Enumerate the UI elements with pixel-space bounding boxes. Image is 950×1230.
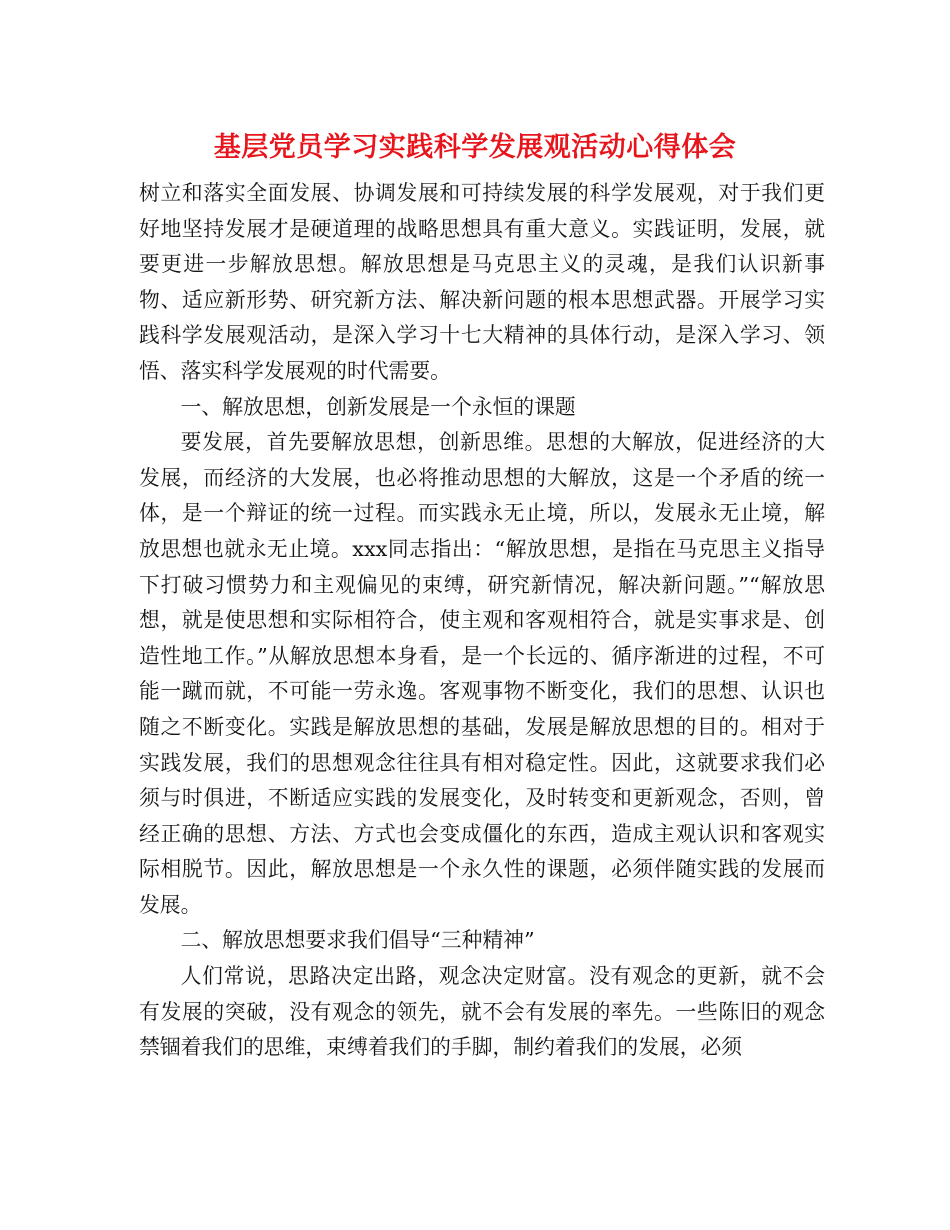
section-heading-2: 二、解放思想要求我们倡导“三种精神” (180, 928, 535, 953)
paragraph-intro: 树立和落实全面发展、协调发展和可持续发展的科学发展观，对于我们更好地坚持发展才是硬道理的战略思想具有重大意义。实践证明，发展，就要更进一步解放思想。解放思想是马克思主义的灵魂，是我们认识新事物、适应新形势、研究新方法、解决新问题的根本思想武器。开展学习实践科学发展观活动，是深入学习十七大精神的具体行动，是深入学习、领悟、落实科学发展观的时代需要。 (139, 181, 825, 383)
paragraph-section-2: 人们常说，思路决定出路，观念决定财富。没有观念的更新，就不会有发展的突破，没有观念的领先，就不会有发展的率先。一些陈旧的观念禁锢着我们的思维，束缚着我们的手脚，制约着我们的发展，必须 (139, 964, 825, 1060)
document-title: 基层党员学习实践科学发展观活动心得体会 (213, 132, 737, 163)
section-heading-1: 一、解放思想，创新发展是一个永恒的课题 (180, 394, 576, 419)
document-body (139, 176, 825, 1066)
paragraph-section-1: 要发展，首先要解放思想，创新思维。思想的大解放，促进经济的大发展，而经济的大发展，也必将推动思想的大解放，这是一个矛盾的统一体，是一个辩证的统一过程。而实践永无止境，所以，发展永无止境，解放思想也就永无止境。xxx同志指出：“解放思想，是指在马克思主义指导下打破习惯势力和主观偏见的束缚，研究新情况，解决新问题。”“解放思想，就是使思想和实际相符合，使主观和客观相符合，就是实事求是、创造性地工作。”从解放思想本身看，是一个长远的、循序渐进的过程，不可能一蹴而就，不可能一劳永逸。客观事物不断变化，我们的思想、认识也随之不断变化。实践是解放思想的基础，发展是解放思想的目的。相对于实践发展，我们的思想观念往往具有相对稳定性。因此，这就要求我们必须与时俱进，不断适应实践的发展变化，及时转变和更新观念，否则，曾经正确的思想、方法、方式也会变成僵化的东西，造成主观认识和客观实际相脱节。因此，解放思想是一个永久性的课题，必须伴随实践的发展而发展。 (139, 430, 825, 917)
